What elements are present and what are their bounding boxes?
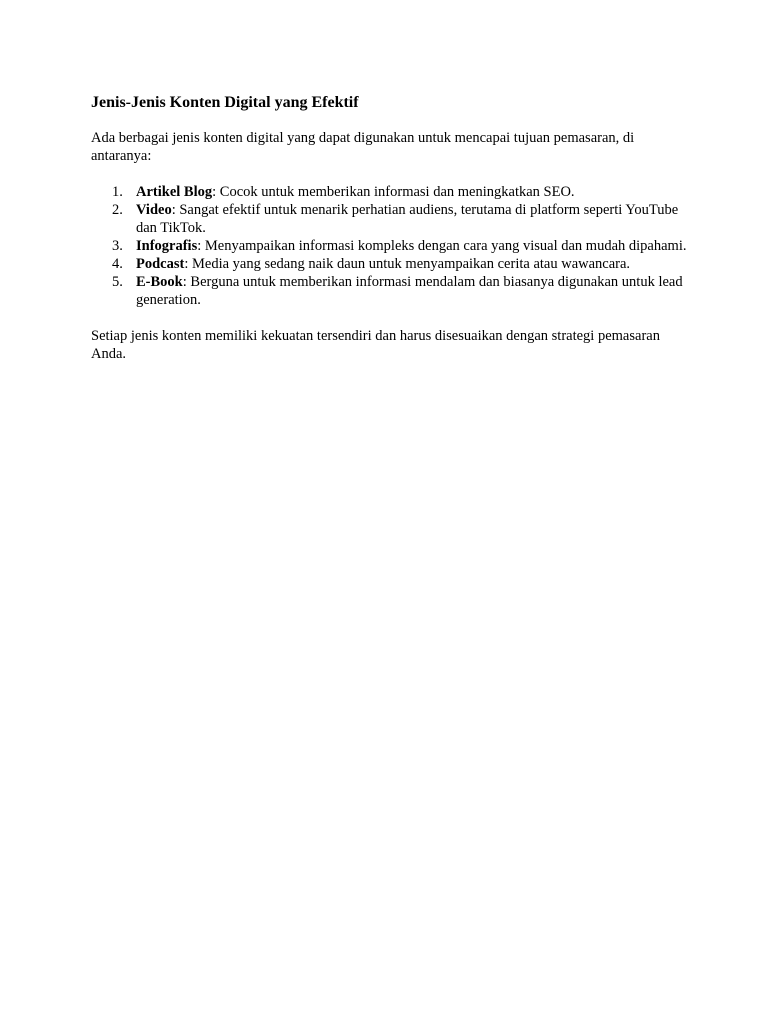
list-item-number: 4.	[112, 256, 123, 272]
list-item-description: : Cocok untuk memberikan informasi dan meningkatkan SEO.	[212, 184, 575, 200]
closing-paragraph: Setiap jenis konten memiliki kekuatan tersendiri dan harus disesuaikan dengan strategi pemasaran Anda.	[91, 328, 660, 362]
content-type-list	[91, 183, 691, 309]
list-item-term: Artikel Blog	[136, 184, 213, 200]
list-item-term: Infografis	[136, 238, 198, 254]
list-item-number: 1.	[112, 184, 123, 200]
list-item-number: 5.	[112, 274, 123, 290]
list-item	[91, 237, 691, 255]
list-item-description: : Menyampaikan informasi kompleks dengan cara yang visual dan mudah dipahami.	[197, 238, 687, 254]
list-item	[91, 201, 691, 237]
list-item	[91, 273, 691, 309]
page-title: Jenis-Jenis Konten Digital yang Efektif	[91, 94, 359, 111]
list-item-number: 3.	[112, 238, 123, 254]
list-item-term: Video	[136, 202, 172, 218]
list-item-term: E-Book	[136, 274, 183, 290]
list-item-description: : Sangat efektif untuk menarik perhatian audiens, terutama di platform seperti YouTube dan TikTok.	[136, 202, 679, 236]
list-item-number: 2.	[112, 202, 123, 218]
list-item	[91, 255, 691, 273]
document-page	[91, 92, 691, 363]
list-item-description: : Berguna untuk memberikan informasi mendalam dan biasanya digunakan untuk lead generation.	[136, 274, 683, 308]
list-item-description: : Media yang sedang naik daun untuk menyampaikan cerita atau wawancara.	[184, 256, 631, 272]
list-item	[91, 183, 691, 201]
intro-paragraph: Ada berbagai jenis konten digital yang dapat digunakan untuk mencapai tujuan pemasaran, di antaranya:	[91, 130, 635, 164]
list-item-term: Podcast	[136, 256, 185, 272]
